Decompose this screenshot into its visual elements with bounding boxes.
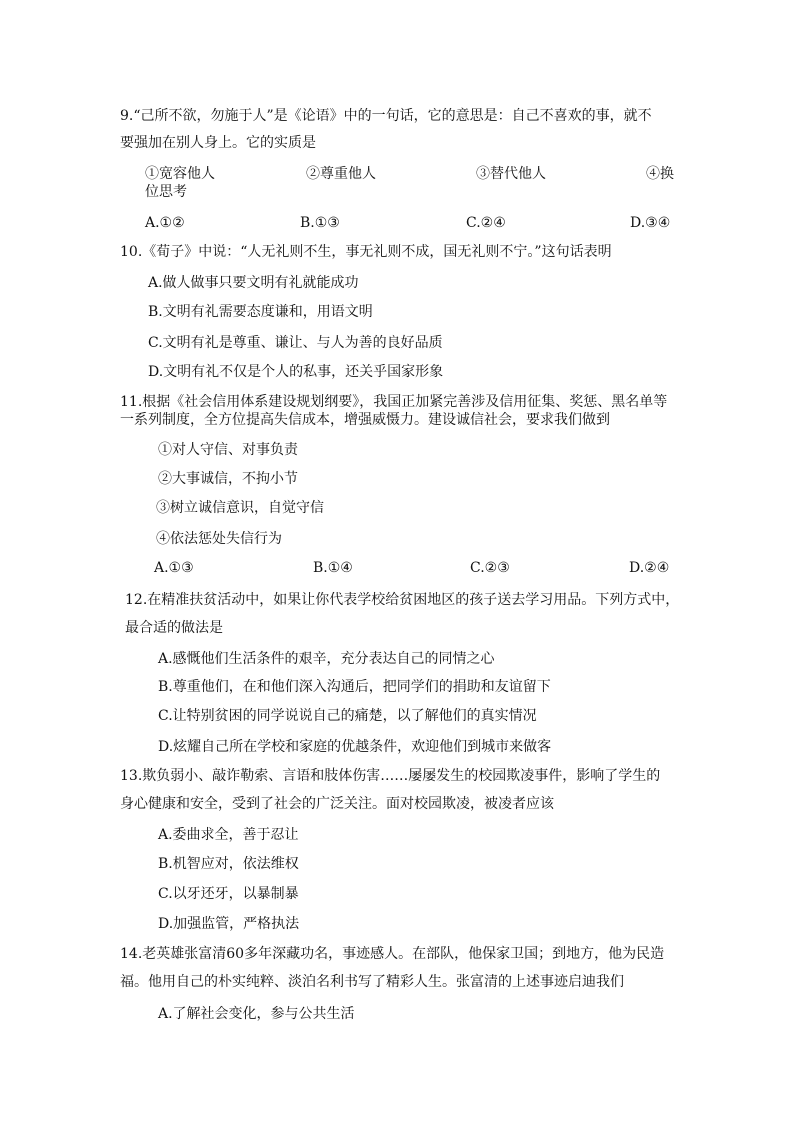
q11-statement-4: ④依法惩处失信行为 bbox=[156, 531, 282, 547]
q13-stem-line2: 身心健康和安全，受到了社会的广泛关注。面对校园欺凌，被凌者应该 bbox=[120, 796, 554, 812]
q9-statement-4: ④换 bbox=[646, 166, 674, 182]
q13-option-b: B.机智应对，依法维权 bbox=[158, 856, 299, 872]
q11-statement-1: ①对人守信、对事负责 bbox=[158, 442, 298, 458]
q11-statement-3: ③树立诚信意识，自觉守信 bbox=[156, 500, 324, 516]
q13-stem-line1: 13.欺负弱小、敲诈勒索、言语和肢体伤害……屡屡发生的校园欺凌事件，影响了学生的 bbox=[120, 768, 661, 784]
q9-option-d: D.③④ bbox=[630, 215, 671, 231]
q13-option-c: C.以牙还牙，以暴制暴 bbox=[158, 886, 299, 902]
q11-stem-line1: 11.根据《社会信用体系建设规划纲要》，我国正加紧完善涉及信用征集、奖惩、黑名单等 bbox=[120, 394, 668, 410]
q10-option-d: D.文明有礼不仅是个人的私事，还关乎国家形象 bbox=[148, 364, 444, 380]
q9-statement-3: ③替代他人 bbox=[476, 166, 546, 182]
q14-option-a: A.了解社会变化，参与公共生活 bbox=[158, 1006, 355, 1022]
q11-statement-2: ②大事诚信，不拘小节 bbox=[158, 471, 298, 487]
q11-option-d: D.②④ bbox=[629, 560, 670, 576]
q9-statement-4-cont: 位思考 bbox=[145, 184, 187, 200]
q12-option-d: D.炫耀自己所在学校和家庭的优越条件，欢迎他们到城市来做客 bbox=[158, 739, 552, 755]
q9-stem-line2: 要强加在别人身上。它的实质是 bbox=[120, 135, 316, 151]
q9-statement-2: ②尊重他人 bbox=[306, 166, 376, 182]
q14-stem-line2: 福。他用自己的朴实纯粹、淡泊名利书写了精彩人生。张富清的上述事迹启迪我们 bbox=[120, 974, 624, 990]
q10-option-c: C.文明有礼是尊重、谦让、与人为善的良好品质 bbox=[148, 335, 443, 351]
q13-option-d: D.加强监管，严格执法 bbox=[158, 916, 300, 932]
q10-option-b: B.文明有礼需要态度谦和，用语文明 bbox=[148, 304, 373, 320]
q9-statement-1: ①宽容他人 bbox=[145, 166, 215, 182]
q12-option-b: B.尊重他们，在和他们深入沟通后，把同学们的捐助和友谊留下 bbox=[158, 679, 551, 695]
q9-option-c: C.②④ bbox=[466, 215, 506, 231]
q9-option-a: A.①② bbox=[145, 215, 185, 231]
q9-option-b: B.①③ bbox=[300, 215, 340, 231]
q13-option-a: A.委曲求全，善于忍让 bbox=[158, 827, 299, 843]
q10-option-a: A.做人做事只要文明有礼就能成功 bbox=[148, 275, 359, 291]
q14-stem-line1: 14.老英雄张富清60多年深藏功名，事迹感人。在部队，他保家卫国；到地方，他为民造 bbox=[120, 946, 665, 962]
q9-stem-line1: 9.“己所不欲，勿施于人”是《论语》中的一句话，它的意思是：自己不喜欢的事，就不 bbox=[120, 108, 652, 124]
q12-stem-line2: 最合适的做法是 bbox=[125, 620, 223, 636]
q10-stem: 10.《荀子》中说：“人无礼则不生，事无礼则不成，国无礼则不宁。”这句话表明 bbox=[120, 244, 612, 260]
q12-option-c: C.让特别贫困的同学说说自己的痛楚，以了解他们的真实情况 bbox=[158, 708, 537, 724]
q12-stem-line1: 12.在精准扶贫活动中，如果让你代表学校给贫困地区的孩子送去学习用品。下列方式中， bbox=[125, 592, 680, 608]
q12-option-a: A.感慨他们生活条件的艰辛，充分表达自己的同情之心 bbox=[158, 651, 495, 667]
q11-option-a: A.①③ bbox=[154, 560, 194, 576]
q11-option-b: B.①④ bbox=[313, 560, 353, 576]
q11-option-c: C.②③ bbox=[470, 560, 510, 576]
q11-stem-line2: 一系列制度，全方位提高失信成本，增强威慑力。建设诚信社会，要求我们做到 bbox=[120, 412, 610, 428]
